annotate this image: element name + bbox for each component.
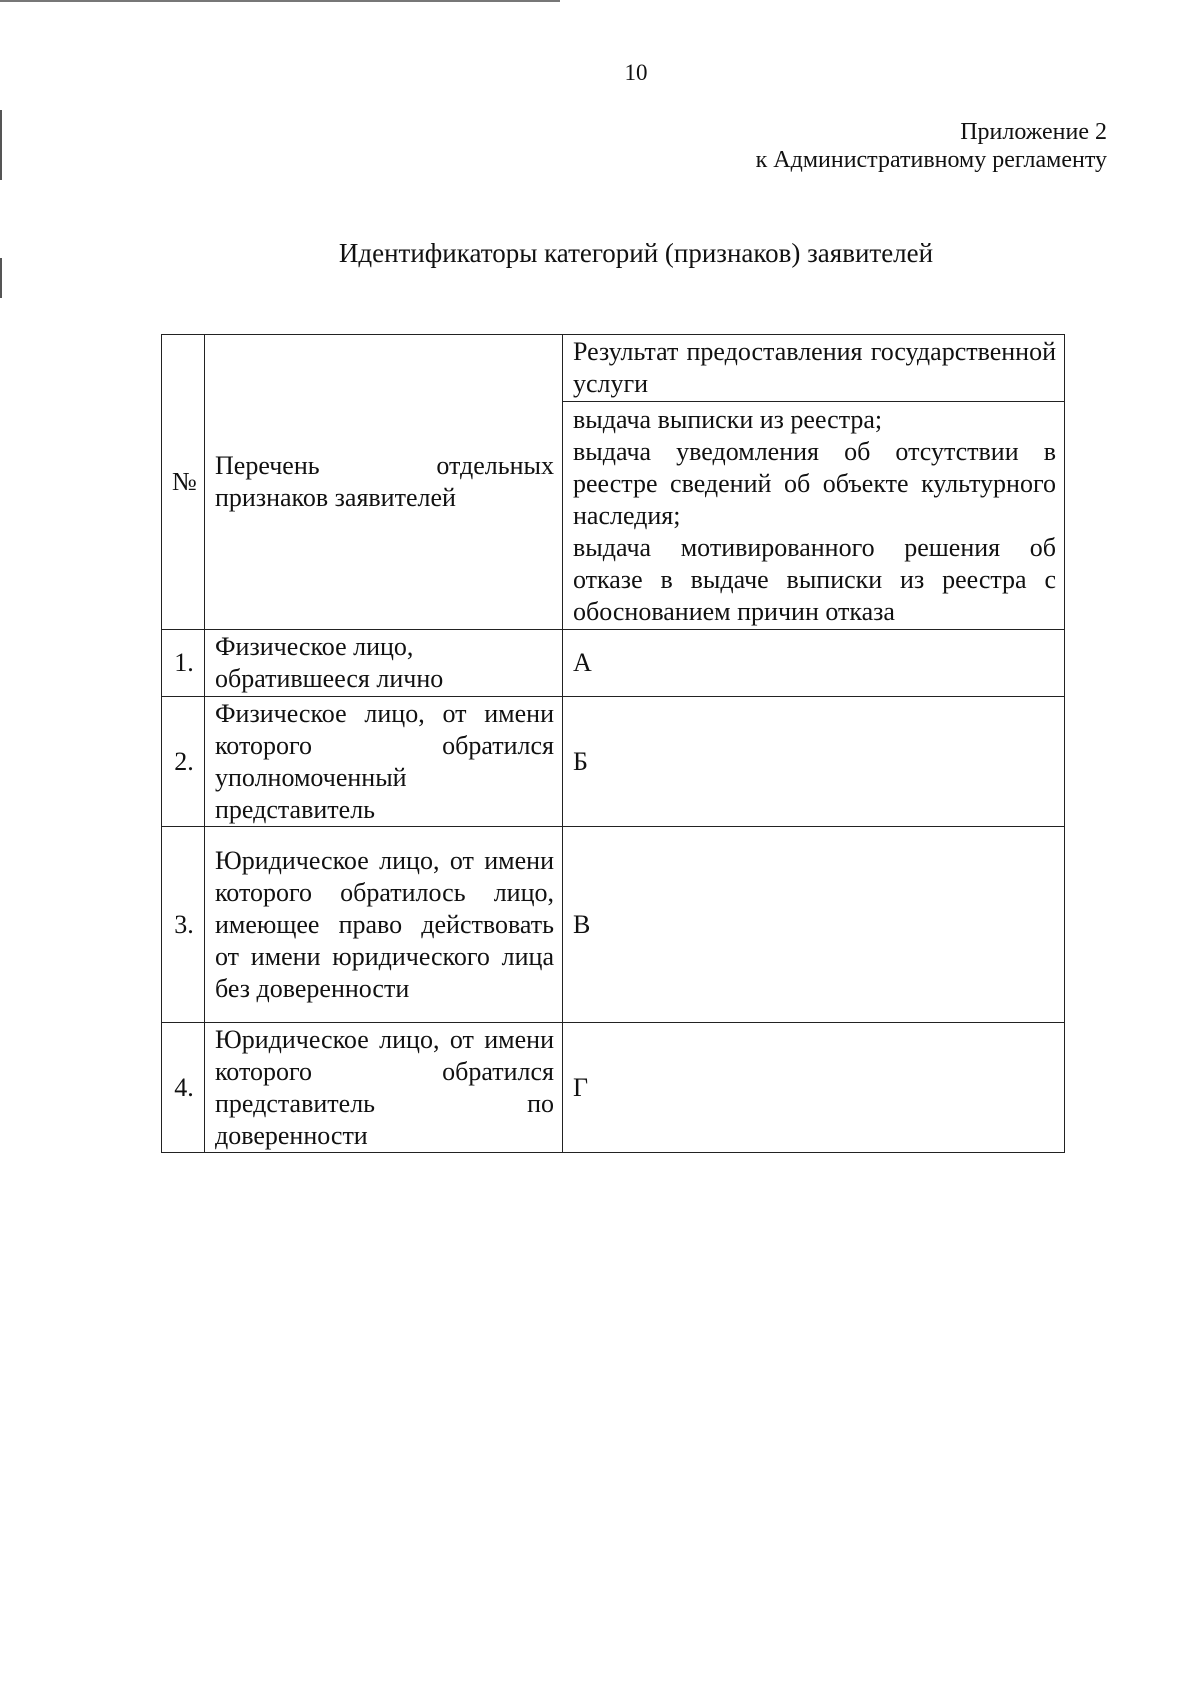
scan-top-rule (0, 0, 560, 2)
table-header-row (162, 335, 1065, 402)
table-row (162, 630, 1065, 697)
header-number: № (162, 335, 205, 630)
row-criteria: Физическое лицо, обратившееся лично (205, 630, 563, 697)
result-item: выдача мотивированного решения об отказе в выдаче выписки из реестра с обоснованием причин отказа (573, 532, 1056, 626)
row-criteria: Физическое лицо, от имени которого обратился уполномоченный представитель (205, 697, 563, 827)
appendix-line-1: Приложение 2 (960, 119, 1107, 145)
table-row (162, 697, 1065, 827)
table-row (162, 1023, 1065, 1153)
row-number: 1. (162, 630, 205, 697)
table-row (162, 827, 1065, 1023)
header-result-items (563, 402, 1065, 630)
row-code: А (563, 630, 1065, 697)
applicant-categories-table (161, 334, 1065, 1153)
row-code: Б (563, 697, 1065, 827)
appendix-line-2: к Административному регламенту (755, 147, 1107, 173)
row-code: Г (563, 1023, 1065, 1153)
row-criteria: Юридическое лицо, от имени которого обратился представитель по доверенности (205, 1023, 563, 1153)
header-criteria: Перечень отдельных признаков заявителей (205, 335, 563, 630)
row-number: 2. (162, 697, 205, 827)
page-number: 10 (624, 60, 648, 85)
row-code: В (563, 827, 1065, 1023)
result-item: выдача выписки из реестра; (573, 404, 883, 434)
appendix-reference (756, 118, 1107, 174)
row-number: 4. (162, 1023, 205, 1153)
result-item: выдача уведомления об отсутствии в реестре сведений об объекте культурного наследия; (573, 436, 1056, 530)
scan-edge-mark (0, 110, 2, 180)
document-title: Идентификаторы категорий (признаков) заявителей (338, 238, 934, 268)
header-result-heading: Результат предоставления государственной услуги (563, 335, 1065, 402)
row-criteria: Юридическое лицо, от имени которого обратилось лицо, имеющее право действовать от имени юридического лица без доверенности (205, 827, 563, 1023)
row-number: 3. (162, 827, 205, 1023)
